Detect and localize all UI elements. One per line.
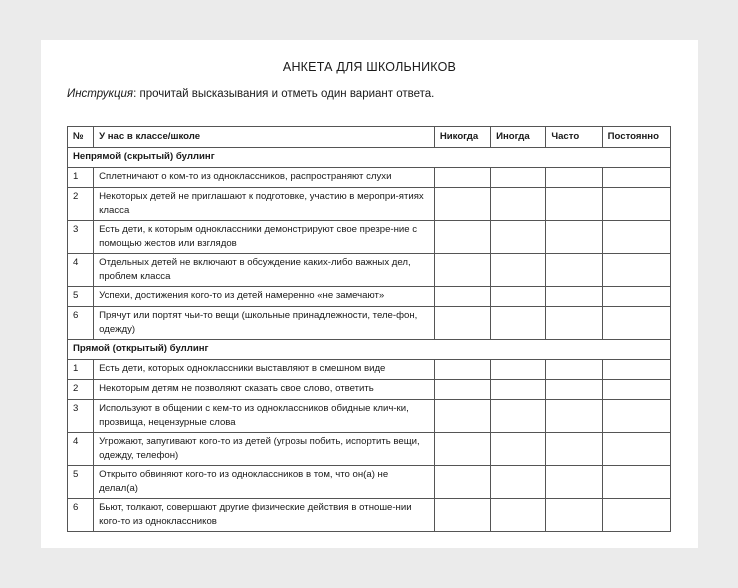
answer-always-cell[interactable] — [602, 466, 670, 499]
table-row — [68, 188, 671, 221]
answer-always-cell[interactable] — [602, 360, 670, 380]
section-title: Непрямой (скрытый) буллинг — [68, 148, 671, 168]
answer-never-cell[interactable] — [434, 287, 490, 307]
answer-sometimes-cell[interactable] — [491, 307, 546, 340]
answer-often-cell[interactable] — [546, 380, 602, 400]
header-always: Постоянно — [602, 127, 670, 148]
statement-text: Используют в общении с кем-то из одноклассников обидные клич-ки, прозвища, нецензурные слова — [94, 400, 435, 433]
answer-always-cell[interactable] — [602, 380, 670, 400]
instruction-text: : прочитай высказывания и отметь один вариант ответа. — [133, 88, 435, 100]
answer-sometimes-cell[interactable] — [491, 400, 546, 433]
answer-sometimes-cell[interactable] — [491, 287, 546, 307]
header-often: Часто — [546, 127, 602, 148]
table-row — [68, 221, 671, 254]
answer-always-cell[interactable] — [602, 168, 670, 188]
page-title: АНКЕТА ДЛЯ ШКОЛЬНИКОВ — [282, 60, 457, 74]
row-number: 5 — [68, 287, 94, 307]
answer-never-cell[interactable] — [434, 254, 490, 287]
statement-text: Прячут или портят чьи-то вещи (школьные принадлежности, теле-фон, одежду) — [94, 307, 435, 340]
row-number: 3 — [68, 400, 94, 433]
section-title: Прямой (открытый) буллинг — [68, 340, 671, 360]
answer-sometimes-cell[interactable] — [491, 466, 546, 499]
answer-always-cell[interactable] — [602, 433, 670, 466]
answer-never-cell[interactable] — [434, 188, 490, 221]
answer-often-cell[interactable] — [546, 287, 602, 307]
section-row — [68, 148, 671, 168]
table-row — [68, 287, 671, 307]
answer-sometimes-cell[interactable] — [491, 433, 546, 466]
statement-text: Успехи, достижения кого-то из детей намеренно «не замечают» — [94, 287, 435, 307]
table-header-row — [68, 127, 671, 148]
statement-text: Угрожают, запугивают кого-то из детей (угрозы побить, испортить вещи, одежду, телефон) — [94, 433, 435, 466]
answer-often-cell[interactable] — [546, 307, 602, 340]
questionnaire-page — [41, 40, 698, 548]
row-number: 3 — [68, 221, 94, 254]
table-row — [68, 400, 671, 433]
answer-always-cell[interactable] — [602, 307, 670, 340]
row-number: 2 — [68, 380, 94, 400]
header-statement: У нас в классе/школе — [94, 127, 435, 148]
answer-never-cell[interactable] — [434, 380, 490, 400]
answer-never-cell[interactable] — [434, 360, 490, 380]
statement-text: Есть дети, к которым одноклассники демонстрируют свое презре-ние с помощью жестов или взглядов — [94, 221, 435, 254]
answer-never-cell[interactable] — [434, 433, 490, 466]
statement-text: Отдельных детей не включают в обсуждение каких-либо важных дел, проблем класса — [94, 254, 435, 287]
answer-sometimes-cell[interactable] — [491, 254, 546, 287]
row-number: 1 — [68, 360, 94, 380]
answer-always-cell[interactable] — [602, 188, 670, 221]
row-number: 1 — [68, 168, 94, 188]
answer-always-cell[interactable] — [602, 400, 670, 433]
answer-often-cell[interactable] — [546, 400, 602, 433]
section-row — [68, 340, 671, 360]
table-row — [68, 307, 671, 340]
answer-often-cell[interactable] — [546, 221, 602, 254]
row-number: 6 — [68, 307, 94, 340]
answer-often-cell[interactable] — [546, 168, 602, 188]
header-sometimes: Иногда — [491, 127, 546, 148]
statement-text: Есть дети, которых одноклассники выставляют в смешном виде — [94, 360, 435, 380]
table-row — [68, 499, 671, 532]
statement-text: Бьют, толкают, совершают другие физические действия в отноше-нии кого-то из одноклассников — [94, 499, 435, 532]
answer-sometimes-cell[interactable] — [491, 499, 546, 532]
header-number: № — [68, 127, 94, 148]
table-row — [68, 254, 671, 287]
answer-often-cell[interactable] — [546, 499, 602, 532]
answer-often-cell[interactable] — [546, 188, 602, 221]
statement-text: Некоторым детям не позволяют сказать свое слово, ответить — [94, 380, 435, 400]
table-row — [68, 466, 671, 499]
answer-never-cell[interactable] — [434, 221, 490, 254]
statement-text: Сплетничают о ком-то из одноклассников, распространяют слухи — [94, 168, 435, 188]
answer-always-cell[interactable] — [602, 287, 670, 307]
instruction-label: Инструкция — [67, 88, 134, 100]
answer-sometimes-cell[interactable] — [491, 188, 546, 221]
answer-never-cell[interactable] — [434, 400, 490, 433]
answer-always-cell[interactable] — [602, 254, 670, 287]
answer-often-cell[interactable] — [546, 433, 602, 466]
answer-sometimes-cell[interactable] — [491, 380, 546, 400]
answer-never-cell[interactable] — [434, 499, 490, 532]
answer-often-cell[interactable] — [546, 254, 602, 287]
statement-text: Некоторых детей не приглашают к подготовке, участию в меропри-ятиях класса — [94, 188, 435, 221]
table-row — [68, 168, 671, 188]
answer-never-cell[interactable] — [434, 168, 490, 188]
row-number: 4 — [68, 254, 94, 287]
answer-never-cell[interactable] — [434, 307, 490, 340]
questionnaire-table — [67, 126, 671, 532]
statement-text: Открыто обвиняют кого-то из одноклассников в том, что он(а) не делал(а) — [94, 466, 435, 499]
answer-always-cell[interactable] — [602, 499, 670, 532]
answer-never-cell[interactable] — [434, 466, 490, 499]
row-number: 4 — [68, 433, 94, 466]
answer-often-cell[interactable] — [546, 466, 602, 499]
header-never: Никогда — [434, 127, 490, 148]
answer-always-cell[interactable] — [602, 221, 670, 254]
row-number: 5 — [68, 466, 94, 499]
answer-sometimes-cell[interactable] — [491, 360, 546, 380]
row-number: 2 — [68, 188, 94, 221]
table-row — [68, 380, 671, 400]
row-number: 6 — [68, 499, 94, 532]
table-row — [68, 360, 671, 380]
answer-often-cell[interactable] — [546, 360, 602, 380]
table-row — [68, 433, 671, 466]
instruction — [67, 88, 434, 100]
answer-sometimes-cell[interactable] — [491, 221, 546, 254]
answer-sometimes-cell[interactable] — [491, 168, 546, 188]
